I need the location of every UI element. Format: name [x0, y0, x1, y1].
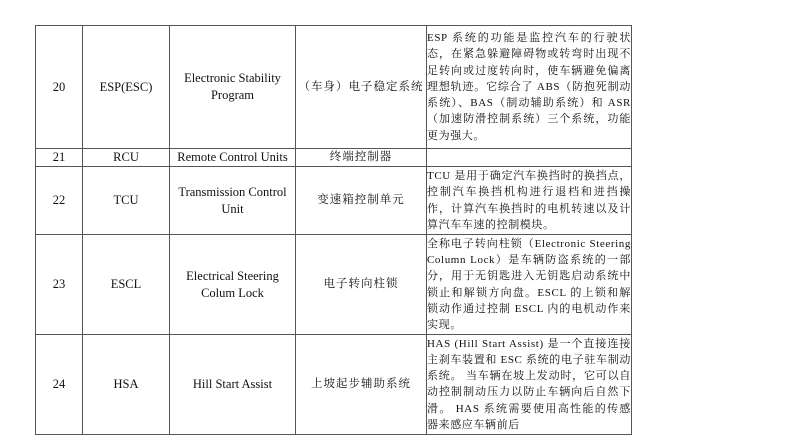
abbreviation-cell: TCU: [83, 167, 170, 235]
description-cell: [427, 335, 632, 435]
english-term-cell: Hill Start Assist: [170, 335, 296, 435]
english-term-cell: Electronic Stability Program: [170, 26, 296, 149]
chinese-term-cell: 终端控制器: [296, 149, 427, 167]
description-text: HAS (Hill Start Assist) 是一个直接连接主刹车装置和 ESC 系统的电子驻车制动系统。 当车辆在坡上发动时，它可以自动控制制动压力以防止车辆向后自然下滑。 HAS 系统需要使用高性能的传感器来感应车辆前后: [427, 337, 631, 431]
description-cell: [427, 149, 632, 167]
table-row: [36, 149, 632, 167]
row-number-cell: 24: [36, 335, 83, 435]
description-cell: 全称电子转向柱锁（Electronic Steering Column Lock）是车辆防盗系统的一部分，用于无钥匙进入无钥匙启动系统中锁止和解锁方向盘。ESCL 的上锁和解锁动作通过控制 ESCL 内的电机动作来实现。: [427, 235, 632, 335]
english-term-cell: Remote Control Units: [170, 149, 296, 167]
chinese-term-cell: 上坡起步辅助系统: [296, 335, 427, 435]
row-number-cell: 20: [36, 26, 83, 149]
abbreviation-cell: RCU: [83, 149, 170, 167]
english-term-cell: Electrical Steering Colum Lock: [170, 235, 296, 335]
abbreviation-cell: ESP(ESC): [83, 26, 170, 149]
table-row: [36, 235, 632, 335]
table-row: [36, 335, 632, 435]
row-number-cell: 21: [36, 149, 83, 167]
chinese-term-cell: 变速箱控制单元: [296, 167, 427, 235]
chinese-term-cell: （车身）电子稳定系统: [296, 26, 427, 149]
chinese-term-cell: 电子转向柱锁: [296, 235, 427, 335]
description-cell: ESP 系统的功能是监控汽车的行驶状态，在紧急躲避障碍物或转弯时出现不足转向或过度转向时，使车辆避免偏离理想轨迹。它综合了 ABS（防抱死制动系统）、BAS（制动辅助系统）和 ASR（加速防滑控制系统）三个系统，功能更为强大。: [427, 26, 632, 149]
abbreviation-cell: ESCL: [83, 235, 170, 335]
english-term-cell: Transmission Control Unit: [170, 167, 296, 235]
row-number-cell: 22: [36, 167, 83, 235]
abbreviation-cell: HSA: [83, 335, 170, 435]
row-number-cell: 23: [36, 235, 83, 335]
table-row: [36, 167, 632, 235]
table-row: [36, 26, 632, 149]
glossary-table: [35, 25, 632, 435]
description-cell: TCU 是用于确定汽车换挡时的换挡点，控制汽车换挡机构进行退档和进挡操作，计算汽车换挡时的电机转速以及计算汽车车速的控制模块。: [427, 167, 632, 235]
